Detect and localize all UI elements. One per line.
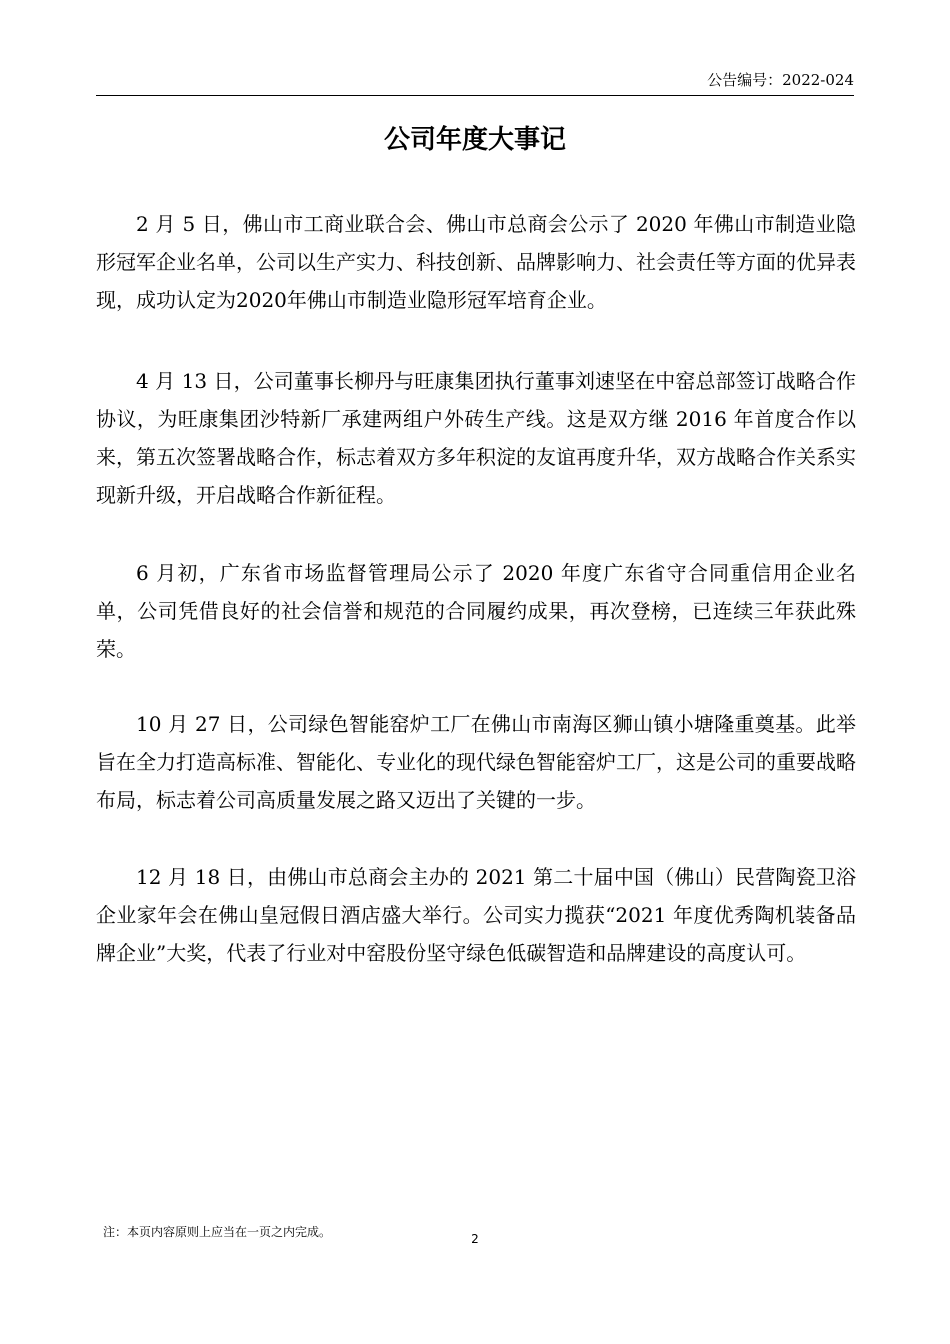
page-number: 2 [471, 1232, 479, 1246]
footnote: 注：本页内容原则上应当在一页之内完成。 [103, 1225, 332, 1239]
page-title: 公司年度大事记 [383, 125, 566, 155]
header-divider [96, 95, 854, 96]
event-paragraph: 12 月 18 日，由佛山市总商会主办的 2021 第二十届中国（佛山）民营陶瓷卫浴企业家年会在佛山皇冠假日酒店盛大举行。公司实力揽获“2021 年度优秀陶机装备品牌企业”大奖，代表了行业对中窑股份坚守绿色低碳智造和品牌建设的高度认可。 [96, 865, 856, 965]
event-paragraph: 6 月初，广东省市场监督管理局公示了 2020 年度广东省守合同重信用企业名单，公司凭借良好的社会信誉和规范的合同履约成果，再次登榜，已连续三年获此殊荣。 [96, 561, 856, 661]
event-paragraph: 10 月 27 日，公司绿色智能窑炉工厂在佛山市南海区狮山镇小塘隆重奠基。此举旨在全力打造高标准、智能化、专业化的现代绿色智能窑炉工厂，这是公司的重要战略布局，标志着公司高质量发展之路又迈出了关键的一步。 [96, 712, 856, 812]
document-number: 公告编号：2022-024 [707, 71, 854, 89]
event-paragraph: 4 月 13 日，公司董事长柳丹与旺康集团执行董事刘速坚在中窑总部签订战略合作协议，为旺康集团沙特新厂承建两组户外砖生产线。这是双方继 2016 年首度合作以来，第五次签署战略合作，标志着双方多年积淀的友谊再度升华，双方战略合作关系实现新升级，开启战略合作新征程。 [96, 369, 856, 507]
event-paragraph: 2 月 5 日，佛山市工商业联合会、佛山市总商会公示了 2020 年佛山市制造业隐形冠军企业名单，公司以生产实力、科技创新、品牌影响力、社会责任等方面的优异表现，成功认定为2020年佛山市制造业隐形冠军培育企业。 [96, 212, 856, 312]
